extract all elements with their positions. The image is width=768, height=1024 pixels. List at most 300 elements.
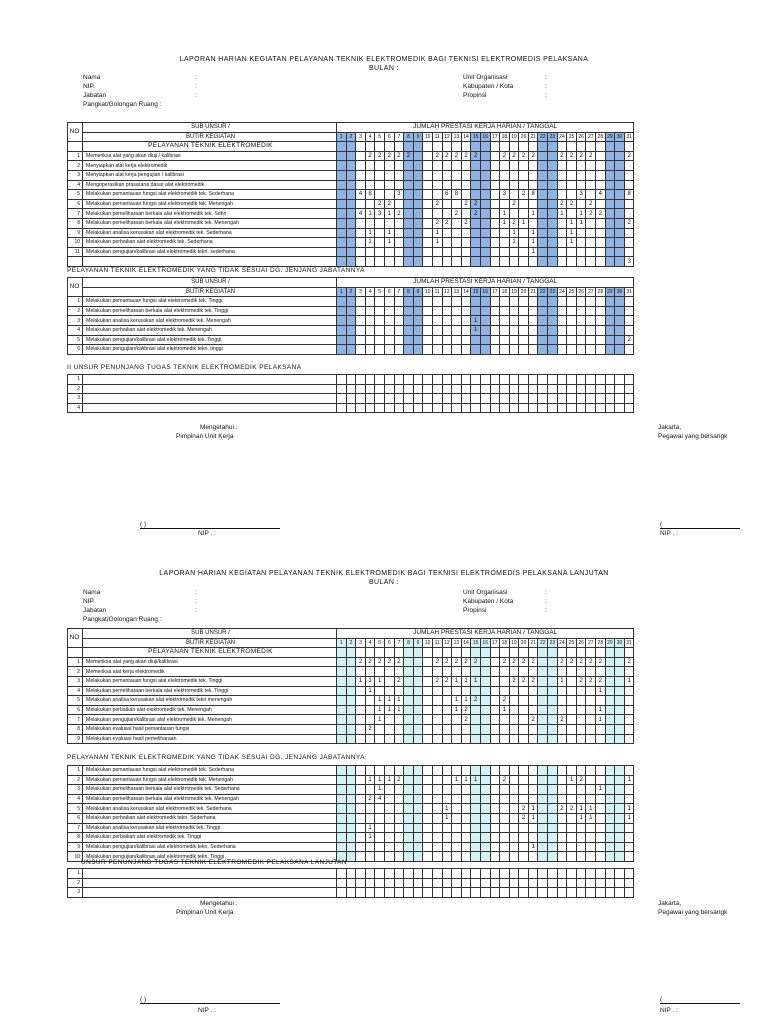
day-cell [384, 833, 394, 843]
info-sep: : [195, 589, 197, 596]
day-cell [337, 785, 347, 795]
day-cell [337, 676, 347, 686]
day-cell [452, 878, 462, 888]
day-cell: 1 [528, 228, 538, 238]
day-cell [528, 648, 538, 658]
day-cell [519, 667, 529, 677]
day-cell [557, 705, 567, 715]
day-cell [413, 667, 423, 677]
day-cell [615, 775, 625, 785]
day-cell [432, 842, 442, 852]
day-cell: 1 [471, 775, 481, 785]
day-cell [605, 766, 615, 776]
day-cell [404, 766, 414, 776]
day-cell [394, 823, 404, 833]
day-cell: 1 [442, 804, 452, 814]
day-cell [605, 715, 615, 725]
day-cell [471, 804, 481, 814]
day-cell [346, 715, 356, 725]
day-cell [356, 648, 366, 658]
day-cell [480, 715, 490, 725]
day-cell [538, 715, 548, 725]
day-cell [605, 775, 615, 785]
day-cell [500, 715, 510, 725]
day-cell [624, 794, 634, 804]
day-cell: 2 [519, 676, 529, 686]
info-sep: : [195, 74, 197, 81]
sig-label: Mengetahui : [200, 424, 238, 431]
day-cell: 1 [471, 676, 481, 686]
day-header: 25 [567, 287, 577, 297]
signature-left [176, 899, 238, 917]
day-cell [509, 852, 519, 862]
day-cell [567, 823, 577, 833]
day-cell [432, 823, 442, 833]
day-cell: 1 [576, 218, 586, 228]
day-cell [442, 852, 452, 862]
day-cell: 6 [442, 190, 452, 200]
day-cell [509, 813, 519, 823]
day-cell: 1 [576, 804, 586, 814]
day-header: 6 [384, 287, 394, 297]
day-cell [519, 794, 529, 804]
day-header: 22 [538, 132, 548, 142]
day-cell: 2 [596, 676, 606, 686]
day-header: 14 [461, 287, 471, 297]
day-cell [624, 724, 634, 734]
day-cell: 2 [586, 199, 596, 209]
day-cell [548, 842, 558, 852]
day-cell [538, 724, 548, 734]
info-label: Kabupaten / Kota [463, 598, 514, 605]
day-cell [375, 869, 385, 879]
day-header: 29 [605, 287, 615, 297]
activity-description: Melakukan pengujian/kalibrasi alat elektromedik tek. Tinggi [83, 335, 337, 345]
day-cell: 2 [567, 199, 577, 209]
info-sep: : [195, 83, 197, 90]
day-header: 9 [413, 638, 423, 648]
day-cell [576, 794, 586, 804]
day-cell [490, 686, 500, 696]
day-cell [432, 869, 442, 879]
activity-description: Mengoperasikan prasarana dasar alat elektromedik [83, 180, 337, 190]
day-cell [615, 888, 625, 898]
day-cell [624, 888, 634, 898]
day-cell [413, 705, 423, 715]
day-header: 16 [480, 638, 490, 648]
day-cell: 1 [365, 238, 375, 248]
table-row [68, 833, 634, 843]
day-cell [452, 823, 462, 833]
table-row [68, 724, 634, 734]
day-cell [413, 715, 423, 725]
day-cell: 2 [461, 705, 471, 715]
day-cell: 2 [509, 218, 519, 228]
day-cell [624, 785, 634, 795]
day-cell [624, 705, 634, 715]
day-cell [356, 878, 366, 888]
day-cell: 1 [557, 676, 567, 686]
activity-description: Melakukan pengujian/kalibrasi alat elektromedik tek. Menengah [83, 715, 337, 725]
day-cell [346, 775, 356, 785]
activity-description: Melakukan pemantauan fungsi alat elektromedik tek. Tinggi [83, 676, 337, 686]
category-label: PELAYANAN TEKNIK ELEKTROMEDIK [83, 648, 337, 658]
report-title: LAPORAN HARIAN KEGIATAN PELAYANAN TEKNIK ELEKTROMEDIK BAGI TEKNISI ELEKTROMEDIS PELAKSANA LANJUTAN [159, 570, 609, 577]
day-cell [404, 724, 414, 734]
day-cell [375, 734, 385, 744]
day-cell [567, 667, 577, 677]
row-number: 3 [68, 170, 83, 180]
day-cell [346, 794, 356, 804]
day-cell [500, 724, 510, 734]
day-cell: 2 [384, 151, 394, 161]
day-cell: 1 [576, 813, 586, 823]
day-cell [605, 852, 615, 862]
day-cell [375, 833, 385, 843]
day-cell [346, 667, 356, 677]
day-cell: 2 [394, 209, 404, 219]
day-cell: 1 [384, 705, 394, 715]
row-number: 4 [68, 686, 83, 696]
day-cell: 2 [471, 657, 481, 667]
day-cell [432, 878, 442, 888]
day-header: 17 [490, 132, 500, 142]
info-label: Propinsi [463, 607, 487, 614]
row-number: 3 [68, 316, 83, 326]
day-cell [519, 823, 529, 833]
day-cell [423, 842, 433, 852]
day-cell [519, 785, 529, 795]
day-cell: 2 [461, 199, 471, 209]
day-cell [461, 833, 471, 843]
row-number: 8 [68, 833, 83, 843]
day-cell [471, 766, 481, 776]
day-cell [356, 734, 366, 744]
day-cell: 1 [365, 228, 375, 238]
activity-description: Melakukan analisa kerusakan alat elektromedik tek. Menengah [83, 316, 337, 326]
day-cell [384, 842, 394, 852]
day-cell [337, 715, 347, 725]
day-cell: 2 [528, 657, 538, 667]
day-cell [567, 794, 577, 804]
day-header: 18 [500, 132, 510, 142]
day-cell [509, 823, 519, 833]
day-cell [413, 842, 423, 852]
day-cell [557, 878, 567, 888]
row-number: 3 [68, 888, 83, 898]
day-cell: 2 [452, 657, 462, 667]
day-cell [605, 869, 615, 879]
activity-table-1 [67, 628, 634, 744]
day-cell [442, 888, 452, 898]
row-number: 3 [68, 394, 83, 404]
day-header-row [68, 638, 634, 648]
day-cell [413, 833, 423, 843]
day-header: 4 [365, 638, 375, 648]
table-row [68, 842, 634, 852]
table-row [68, 869, 634, 879]
day-header: 17 [490, 287, 500, 297]
row-number: 1 [68, 766, 83, 776]
table-row [68, 785, 634, 795]
sig-label: Jakarta, [658, 424, 682, 431]
activity-description: Melakukan pemantauan fungsi alat elektromedik tek. Tinggi [83, 297, 337, 307]
day-cell [394, 813, 404, 823]
day-cell [346, 869, 356, 879]
day-cell [337, 813, 347, 823]
day-header: 2 [346, 638, 356, 648]
day-cell [615, 724, 625, 734]
signature-right [658, 899, 727, 917]
day-cell [567, 676, 577, 686]
day-cell [480, 804, 490, 814]
day-cell [471, 823, 481, 833]
day-cell: 2 [519, 813, 529, 823]
row-number: 10 [68, 852, 83, 862]
info-sep: : [545, 83, 547, 90]
day-cell [471, 686, 481, 696]
day-cell [394, 715, 404, 725]
day-cell: 8 [624, 190, 634, 200]
day-cell: 1 [432, 238, 442, 248]
day-cell: 4 [375, 794, 385, 804]
day-cell [413, 852, 423, 862]
row-number: 8 [68, 724, 83, 734]
day-cell [365, 842, 375, 852]
day-cell [586, 888, 596, 898]
day-cell [337, 667, 347, 677]
day-cell [596, 775, 606, 785]
day-cell [346, 734, 356, 744]
day-cell [509, 833, 519, 843]
day-cell [624, 823, 634, 833]
day-cell [337, 794, 347, 804]
day-cell [557, 734, 567, 744]
day-header: 7 [394, 287, 404, 297]
day-cell: 2 [500, 657, 510, 667]
activity-description: Melakukan analisa kerusakan alat elektromedik tek. Tinggi [83, 823, 337, 833]
day-cell [500, 833, 510, 843]
day-cell: 2 [509, 657, 519, 667]
day-cell [624, 686, 634, 696]
activity-description: Melakukan pemantauan fungsi alat elektromedik tek. Sederhana [83, 766, 337, 776]
no-header: NO [68, 629, 83, 648]
day-cell: 2 [442, 218, 452, 228]
day-cell [461, 813, 471, 823]
day-cell: 2 [624, 151, 634, 161]
day-cell: 2 [365, 657, 375, 667]
day-cell [615, 705, 625, 715]
day-cell [365, 648, 375, 658]
day-cell: 1 [365, 823, 375, 833]
day-header: 4 [365, 287, 375, 297]
day-cell [337, 657, 347, 667]
day-cell: 2 [432, 199, 442, 209]
day-cell [519, 833, 529, 843]
day-cell [423, 804, 433, 814]
day-cell [337, 648, 347, 658]
day-cell: 1 [528, 813, 538, 823]
day-cell [576, 766, 586, 776]
day-cell: 2 [471, 151, 481, 161]
day-cell [490, 869, 500, 879]
day-cell [413, 696, 423, 706]
sig-label: Pimpinan Unit Kerja [176, 909, 234, 916]
day-cell [490, 705, 500, 715]
day-cell [404, 823, 414, 833]
day-cell: 1 [461, 696, 471, 706]
row-number: 4 [68, 794, 83, 804]
day-cell [605, 648, 615, 658]
day-cell: 2 [461, 657, 471, 667]
day-cell [528, 775, 538, 785]
day-header: 1 [337, 287, 347, 297]
day-header: 25 [567, 132, 577, 142]
day-cell [356, 775, 366, 785]
day-cell: 2 [586, 209, 596, 219]
day-cell: 2 [557, 151, 567, 161]
row-number: 1 [68, 657, 83, 667]
report-month: BULAN : [368, 65, 400, 72]
activity-description: Melakukan pemeliharaan berkala alat elektromedik tek. Sdhn [83, 209, 337, 219]
day-cell [567, 785, 577, 795]
day-cell [586, 833, 596, 843]
day-cell [538, 766, 548, 776]
info-label: Nama [83, 589, 101, 596]
activity-description: Melakukan evaluasi hasil pemeliharaan [83, 734, 337, 744]
day-cell [490, 696, 500, 706]
section-title: PELAYANAN TEKNIK ELEKTROMEDIK YANG TIDAK SESUAI DG. JENJANG JABATANNYA [67, 754, 365, 761]
day-cell [423, 696, 433, 706]
day-cell: 2 [384, 657, 394, 667]
day-cell [548, 813, 558, 823]
day-cell [528, 696, 538, 706]
day-cell [586, 715, 596, 725]
table-row [68, 734, 634, 744]
day-cell [365, 766, 375, 776]
day-cell [567, 696, 577, 706]
day-cell: 2 [500, 151, 510, 161]
day-cell [384, 878, 394, 888]
day-cell [519, 715, 529, 725]
day-cell [557, 696, 567, 706]
day-cell [567, 888, 577, 898]
day-cell [480, 842, 490, 852]
row-number: 5 [68, 335, 83, 345]
day-header: 12 [442, 132, 452, 142]
day-cell [548, 888, 558, 898]
day-cell [490, 833, 500, 843]
day-cell [337, 833, 347, 843]
day-cell [384, 888, 394, 898]
day-cell [404, 804, 414, 814]
day-header: 15 [471, 132, 481, 142]
butir-header: BUTIR KEGIATAN [83, 287, 337, 297]
day-cell: 1 [384, 228, 394, 238]
day-cell [423, 676, 433, 686]
day-header: 24 [557, 638, 567, 648]
day-cell [356, 852, 366, 862]
info-label: Nama [83, 74, 101, 81]
day-cell [605, 724, 615, 734]
activity-description: Melakukan pengujian/kalibrasi alat elektromedik tekn. sederhana [83, 247, 337, 257]
day-cell [471, 842, 481, 852]
day-cell [528, 667, 538, 677]
day-header: 5 [375, 132, 385, 142]
day-cell [452, 888, 462, 898]
day-cell [452, 724, 462, 734]
day-cell [442, 686, 452, 696]
day-header: 28 [596, 287, 606, 297]
info-sep: : [545, 589, 547, 596]
day-cell: 8 [528, 190, 538, 200]
day-cell: 2 [596, 209, 606, 219]
day-cell [538, 878, 548, 888]
day-cell [337, 734, 347, 744]
day-cell [452, 785, 462, 795]
day-cell: 2 [624, 218, 634, 228]
day-cell [365, 869, 375, 879]
day-cell: 2 [500, 696, 510, 706]
day-cell [490, 804, 500, 814]
day-cell: 2 [375, 151, 385, 161]
day-cell: 2 [576, 657, 586, 667]
day-cell [442, 785, 452, 795]
day-cell [404, 833, 414, 843]
day-cell: 8 [365, 190, 375, 200]
day-cell [596, 696, 606, 706]
day-cell [404, 715, 414, 725]
header-row [68, 629, 634, 639]
day-cell [490, 657, 500, 667]
day-cell: 1 [394, 696, 404, 706]
day-cell [624, 715, 634, 725]
day-cell [356, 823, 366, 833]
day-cell: 1 [509, 228, 519, 238]
day-cell [576, 888, 586, 898]
day-cell [509, 648, 519, 658]
sub-unsur-header: SUB UNSUR / [83, 123, 337, 133]
activity-description: Menyiapkan alat kerja elektromedik [83, 161, 337, 171]
day-cell [509, 705, 519, 715]
day-cell [337, 869, 347, 879]
day-cell [519, 766, 529, 776]
day-cell [384, 734, 394, 744]
day-cell [442, 724, 452, 734]
day-cell [394, 734, 404, 744]
day-cell: 1 [557, 209, 567, 219]
day-cell [528, 734, 538, 744]
day-header: 18 [500, 287, 510, 297]
day-cell [586, 842, 596, 852]
day-cell [413, 823, 423, 833]
table-row [68, 676, 634, 686]
day-header: 31 [624, 638, 634, 648]
day-cell: 1 [624, 804, 634, 814]
day-cell [528, 686, 538, 696]
day-cell [480, 813, 490, 823]
day-header: 28 [596, 638, 606, 648]
day-cell: 3 [375, 209, 385, 219]
day-cell [442, 833, 452, 843]
day-cell: 2 [519, 190, 529, 200]
day-cell [538, 833, 548, 843]
day-cell [432, 833, 442, 843]
day-cell [404, 813, 414, 823]
day-cell [538, 842, 548, 852]
day-header: 16 [480, 132, 490, 142]
day-cell [356, 785, 366, 795]
